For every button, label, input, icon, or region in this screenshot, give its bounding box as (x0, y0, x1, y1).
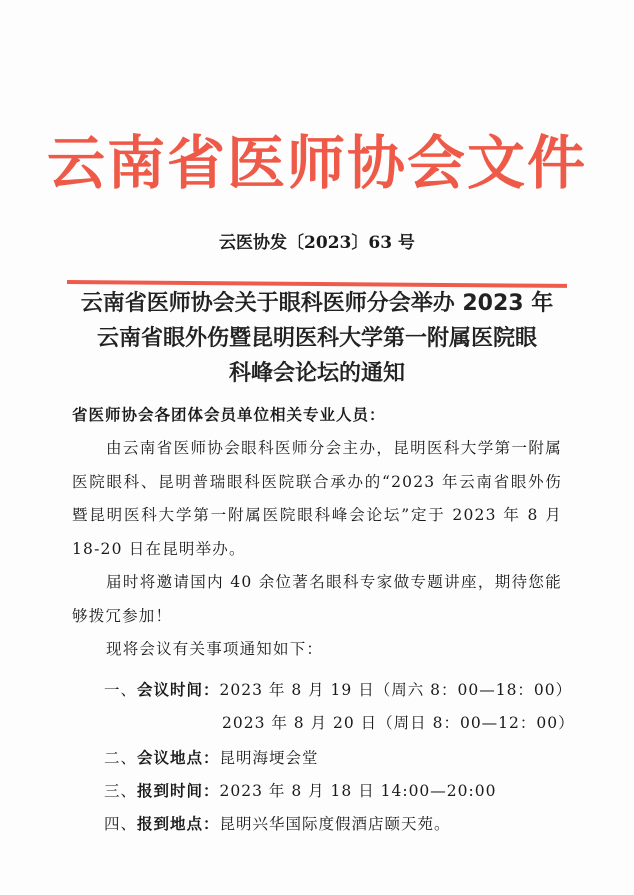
item-value: 昆明海埂会堂 (219, 749, 319, 767)
notice-title (40, 286, 594, 391)
item-value: 2023 年 8 月 19 日（周六 8：00—18：00） (219, 681, 573, 699)
item-value: 昆明兴华国际度假酒店颐天苑。 (219, 815, 451, 833)
body-paragraph: 由云南省医师协会眼科医师分会主办，昆明医科大学第一附属医院眼科、昆明普瑞眼科医院联合承办的“2023 年云南省眼外伤暨昆明医科大学第一附属医院眼科峰会论坛”定于 2023 年 8 月 18-20 日在昆明举办。 (72, 439, 562, 558)
item-label: 会议地点： (137, 749, 220, 767)
item-number: 四、 (104, 815, 138, 833)
item-label: 报到地点： (137, 815, 220, 833)
item-label: 报到时间： (137, 782, 220, 800)
body-paragraph: 届时将邀请国内 40 余位著名眼科专家做专题讲座，期待您能够拨冗参加！ (72, 573, 562, 625)
item-label: 会议时间： (137, 681, 220, 699)
item-number: 三、 (104, 782, 138, 800)
salutation: 省医师协会各团体会员单位相关专业人员： (72, 406, 386, 424)
meeting-venue-item (104, 746, 319, 768)
meeting-time-item (104, 678, 572, 700)
masthead-title: 云南省医师协会文件 (46, 129, 587, 197)
item-number: 二、 (104, 749, 138, 767)
meeting-time-item-second-day: 2023 年 8 月 20 日（周日 8：00—12：00） (222, 714, 575, 732)
item-value: 2023 年 8 月 18 日 14:00—20:00 (219, 782, 497, 800)
body-paragraph: 现将会议有关事项通知如下： (106, 640, 324, 658)
title-line: 云南省眼外伤暨昆明医科大学第一附属医院眼 (96, 326, 537, 351)
item-number: 一、 (104, 681, 138, 699)
title-line: 科峰会论坛的通知 (228, 361, 405, 386)
title-line: 云南省医师协会关于眼科医师分会举办 2023 年 (80, 291, 554, 316)
registration-venue-item (104, 812, 451, 834)
registration-time-item (104, 779, 496, 801)
document-number: 云医协发〔2023〕63 号 (219, 233, 415, 253)
